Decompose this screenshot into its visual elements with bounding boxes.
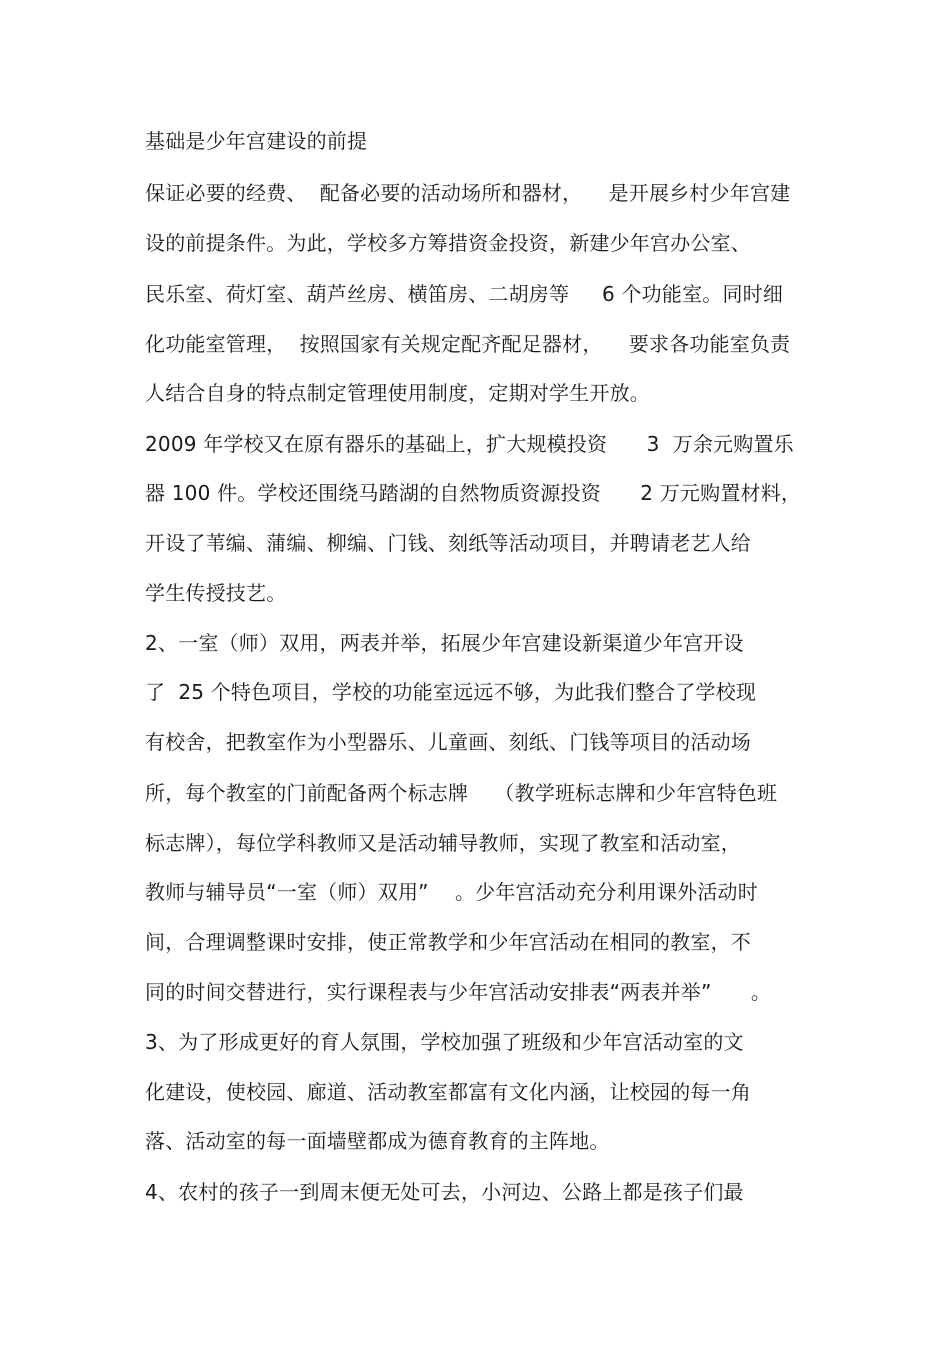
paragraph-line: 人结合自身的特点制定管理使用制度，定期对学生开放。	[145, 381, 650, 405]
paragraph-line: 开设了苇编、蒲编、柳编、门钱、刻纸等活动项目，并聘请老艺人给	[145, 531, 751, 555]
paragraph-line: 学生传授技艺。	[145, 581, 287, 605]
paragraph-line: 3、为了形成更好的育人氛围，学校加强了班级和少年宫活动室的文	[145, 1030, 744, 1054]
paragraph-line: 有校舍，把教室作为小型器乐、儿童画、刻纸、门钱等项目的活动场	[145, 730, 751, 754]
paragraph-line: 标志牌），每位学科教师又是活动辅导教师，实现了教室和活动室，	[145, 831, 741, 855]
section-heading: 基础是少年宫建设的前提	[145, 129, 368, 153]
paragraph-line: 设的前提条件。为此，学校多方筹措资金投资，新建少年宫办公室、	[145, 231, 751, 255]
paragraph-line: 器 100 件。学校还围绕马踏湖的自然物质资源投资 2 万元购置材料，	[145, 481, 802, 505]
paragraph-line: 所，每个教室的门前配备两个标志牌 （教学班标志牌和少年宫特色班	[145, 781, 778, 805]
paragraph-line: 2009 年学校又在原有器乐的基础上，扩大规模投资 3 万余元购置乐	[145, 432, 794, 456]
paragraph-line: 落、活动室的每一面墙壁都成为德育教育的主阵地。	[145, 1129, 610, 1153]
paragraph-line: 了 25 个特色项目，学校的功能室远远不够，为此我们整合了学校现	[145, 680, 757, 704]
paragraph-line: 化建设，使校园、廊道、活动教室都富有文化内涵，让校园的每一角	[145, 1080, 751, 1104]
paragraph-line: 教师与辅导员“一室（师）双用” 。少年宫活动充分利用课外活动时	[145, 880, 758, 904]
paragraph-line: 同的时间交替进行，实行课程表与少年宫活动安排表“两表并举” 。	[145, 980, 772, 1004]
paragraph-line: 化功能室管理， 按照国家有关规定配齐配足器材， 要求各功能室负责	[145, 332, 791, 356]
paragraph-line: 2、一室（师）双用，两表并举，拓展少年宫建设新渠道少年宫开设	[145, 631, 744, 655]
paragraph-line: 保证必要的经费、 配备必要的活动场所和器材， 是开展乡村少年宫建	[145, 181, 791, 205]
paragraph-line: 4、农村的孩子一到周末便无处可去，小河边、公路上都是孩子们最	[145, 1180, 744, 1204]
paragraph-line: 间，合理调整课时安排，使正常教学和少年宫活动在相同的教室，不	[145, 930, 751, 954]
paragraph-line: 民乐室、荷灯室、葫芦丝房、横笛房、二胡房等 6 个功能室。同时细	[145, 282, 784, 306]
